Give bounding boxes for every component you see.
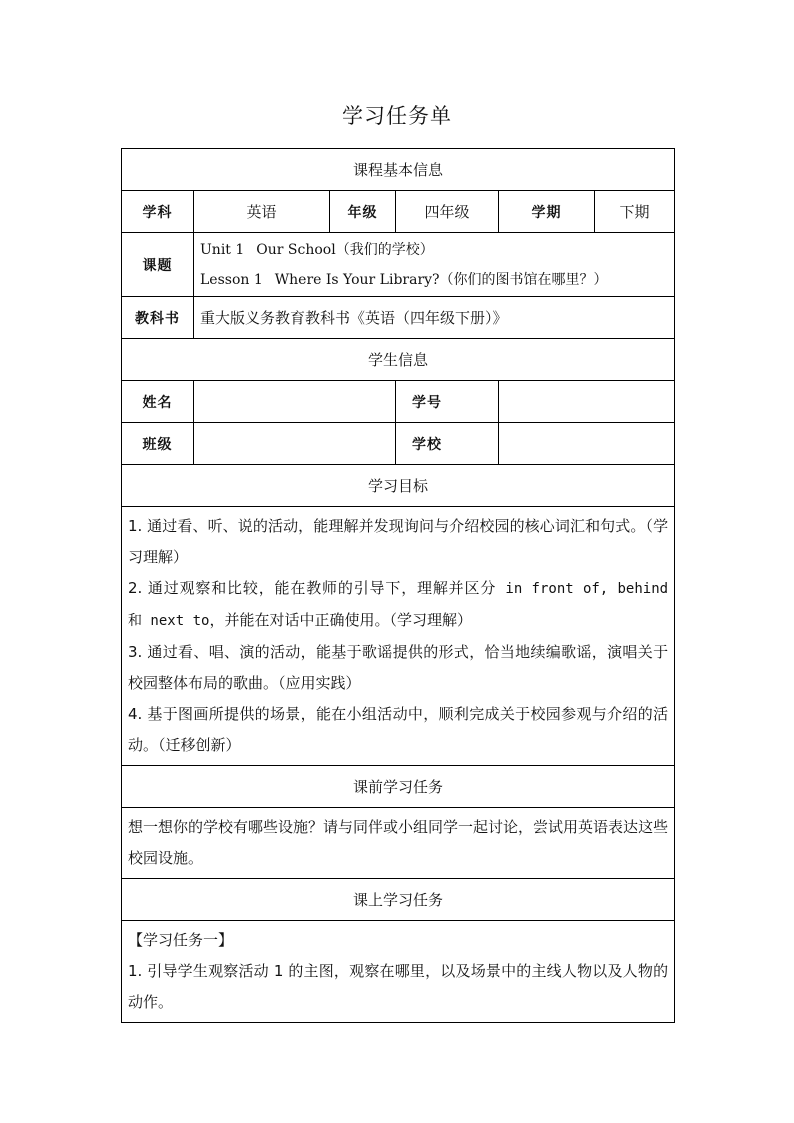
grade-value: 四年级 [396,191,499,233]
pre-class-body-row [122,808,675,879]
course-info-header-row [122,149,675,191]
task-one-item-1: 1. 引导学生观察活动 1 的主图，观察在哪里，以及场景中的主线人物以及人物的动作。 [128,962,669,1011]
objectives-body [122,507,675,766]
student-id-field[interactable] [499,381,675,423]
in-class-body [122,921,675,1023]
in-class-header: 课上学习任务 [122,879,675,921]
objectives-body-row [122,507,675,766]
student-class-row [122,423,675,465]
objective-item-2-terms: in front of, behind 和 next to [128,581,669,629]
course-info-header: 课程基本信息 [122,149,675,191]
objective-item-2-text-start: 2. 通过观察和比较，能在教师的引导下，理解并区分 [128,579,497,597]
school-label: 学校 [396,423,499,465]
term-value: 下期 [595,191,675,233]
student-info-header: 学生信息 [122,339,675,381]
objective-item-1: 1. 通过看、听、说的活动，能理解并发现询问与介绍校园的核心词汇和句式。（学习理解） [128,517,669,566]
name-label: 姓名 [122,381,194,423]
task-sheet-table [121,148,675,1023]
textbook-value: 重大版义务教育教科书《英语（四年级下册）》 [194,297,675,339]
student-info-header-row [122,339,675,381]
objective-item-2 [128,573,668,637]
textbook-label: 教科书 [122,297,194,339]
objectives-header: 学习目标 [122,465,675,507]
pre-class-text: 想一想你的学校有哪些设施？请与同伴或小组同学一起讨论，尝试用英语表达这些校园设施。 [128,818,669,867]
class-label: 班级 [122,423,194,465]
pre-class-header: 课前学习任务 [122,766,675,808]
lesson-number: Lesson 1 [200,271,263,288]
class-field[interactable] [194,423,396,465]
topic-line-unit [200,235,668,265]
topic-row [122,233,675,297]
textbook-row [122,297,675,339]
in-class-header-row [122,879,675,921]
topic-value [194,233,675,297]
document-title: 学习任务单 [342,104,452,128]
name-field[interactable] [194,381,396,423]
school-field[interactable] [499,423,675,465]
grade-label: 年级 [330,191,396,233]
subject-value: 英语 [194,191,330,233]
subject-label: 学科 [122,191,194,233]
unit-title: Our School（我们的学校） [256,241,434,258]
term-label: 学期 [499,191,595,233]
objectives-header-row [122,465,675,507]
topic-label: 课题 [122,233,194,297]
task-one-title: 【学习任务一】 [128,931,234,949]
student-id-label: 学号 [396,381,499,423]
objective-item-4: 4. 基于图画所提供的场景，能在小组活动中，顺利完成关于校园参观与介绍的活动。（迁移创新） [128,705,669,754]
objective-item-2-text-end: ，并能在对话中正确使用。（学习理解） [209,611,472,629]
unit-number: Unit 1 [200,241,245,258]
lesson-title: Where Is Your Library?（你们的图书馆在哪里？） [274,271,608,288]
objective-item-3: 3. 通过看、唱、演的活动，能基于歌谣提供的形式，恰当地续编歌谣，演唱关于校园整体布局的歌曲。（应用实践） [128,643,669,692]
student-name-row [122,381,675,423]
subject-row [122,191,675,233]
pre-class-body [122,808,675,879]
in-class-body-row [122,921,675,1023]
topic-line-lesson [200,265,668,295]
pre-class-header-row [122,766,675,808]
